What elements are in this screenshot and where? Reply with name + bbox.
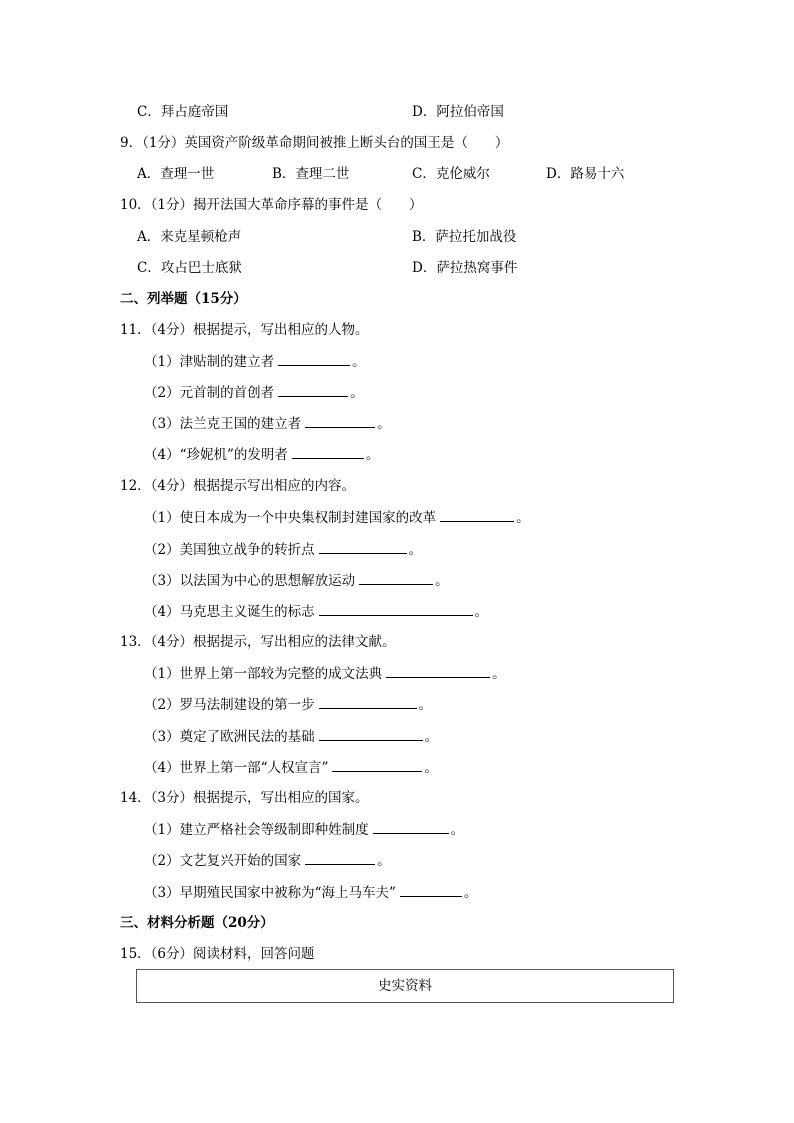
historical-material-box bbox=[136, 969, 674, 1003]
q14-item-2 bbox=[144, 850, 391, 870]
period: 。 bbox=[463, 885, 478, 901]
q10-option-d: D．萨拉热窝事件 bbox=[412, 260, 518, 276]
historical-material-title: 史实资料 bbox=[378, 978, 432, 994]
period: 。 bbox=[377, 416, 391, 432]
period: 。 bbox=[424, 729, 439, 745]
answer-blank[interactable] bbox=[400, 882, 462, 897]
q9-option-b: B．查理二世 bbox=[272, 166, 350, 182]
period: 。 bbox=[365, 447, 380, 463]
answer-blank[interactable] bbox=[292, 444, 364, 459]
period: 。 bbox=[474, 604, 489, 620]
q11-stem: 11．（4分）根据提示，写出相应的人物。 bbox=[120, 322, 369, 338]
q10-option-a: A．来克星顿枪声 bbox=[137, 229, 242, 245]
answer-blank[interactable] bbox=[278, 351, 350, 366]
answer-blank[interactable] bbox=[305, 850, 375, 865]
q12-item-1-text: （1）使日本成为一个中央集权制封建国家的改革 bbox=[144, 510, 437, 526]
period: 。 bbox=[352, 354, 366, 370]
q13-stem: 13．（4分）根据提示，写出相应的法律文献。 bbox=[120, 634, 396, 650]
answer-blank[interactable] bbox=[359, 570, 433, 585]
q13-item-3 bbox=[144, 726, 438, 746]
q13-item-1-text: （1）世界上第一部较为完整的成文法典 bbox=[144, 666, 383, 682]
q11-item-1-text: （1）津贴制的建立者 bbox=[144, 354, 275, 370]
q11-item-2 bbox=[144, 382, 364, 402]
section-3-title: 三、材料分析题（20分） bbox=[120, 915, 274, 931]
q11-item-4 bbox=[144, 444, 379, 464]
q11-item-2-text: （2）元首制的首创者 bbox=[144, 385, 275, 401]
q9-option-d: D．路易十六 bbox=[546, 166, 625, 182]
q13-item-2 bbox=[144, 694, 432, 714]
q13-item-1 bbox=[144, 663, 506, 683]
q13-item-4 bbox=[144, 757, 438, 777]
answer-blank[interactable] bbox=[386, 663, 490, 678]
q14-stem: 14．（3分）根据提示，写出相应的国家。 bbox=[120, 790, 369, 806]
q10-option-b: B．萨拉托加战役 bbox=[412, 229, 517, 245]
q11-item-3 bbox=[144, 413, 391, 433]
q11-item-3-text: （3）法兰克王国的建立者 bbox=[144, 416, 302, 432]
answer-blank[interactable] bbox=[319, 601, 473, 616]
period: 。 bbox=[450, 822, 465, 838]
q12-item-2-text: （2）美国独立战争的转折点 bbox=[144, 542, 315, 558]
answer-blank[interactable] bbox=[319, 726, 423, 741]
answer-blank[interactable] bbox=[319, 539, 407, 554]
q15-stem: 15．（6分）阅读材料，回答问题 bbox=[120, 946, 315, 962]
period: 。 bbox=[492, 666, 506, 682]
q14-item-1 bbox=[144, 819, 464, 839]
period: 。 bbox=[350, 385, 364, 401]
period: 。 bbox=[377, 853, 391, 869]
period: 。 bbox=[424, 760, 438, 776]
q12-item-1 bbox=[144, 507, 530, 527]
q9-stem: 9．（1分）英国资产阶级革命期间被推上断头台的国王是（ ） bbox=[120, 135, 509, 151]
q9-option-a: A．查理一世 bbox=[137, 166, 215, 182]
q13-item-3-text: （3）奠定了欧洲民法的基础 bbox=[144, 729, 315, 745]
period: 。 bbox=[418, 697, 433, 713]
q12-item-3-text: （3）以法国为中心的思想解放运动 bbox=[144, 573, 356, 589]
q12-item-4-text: （4）马克思主义诞生的标志 bbox=[144, 604, 315, 620]
q14-item-3-text: （3）早期殖民国家中被称为“海上马车夫” bbox=[144, 885, 396, 901]
q14-item-2-text: （2）文艺复兴开始的国家 bbox=[144, 853, 302, 869]
q12-stem: 12．（4分）根据提示写出相应的内容。 bbox=[120, 478, 356, 494]
q13-item-2-text: （2）罗马法制建设的第一步 bbox=[144, 697, 315, 713]
q14-item-3 bbox=[144, 882, 477, 902]
q12-item-3 bbox=[144, 570, 449, 590]
answer-blank[interactable] bbox=[305, 413, 375, 428]
q8-option-c: C．拜占庭帝国 bbox=[137, 104, 229, 120]
q8-option-d: D．阿拉伯帝国 bbox=[412, 104, 504, 120]
answer-blank[interactable] bbox=[332, 757, 422, 772]
q11-item-4-text: （4）“珍妮机”的发明者 bbox=[144, 447, 288, 463]
q10-option-c: C．攻占巴士底狱 bbox=[137, 260, 242, 276]
answer-blank[interactable] bbox=[278, 382, 348, 397]
answer-blank[interactable] bbox=[440, 507, 514, 522]
q11-item-1 bbox=[144, 351, 366, 371]
q12-item-4 bbox=[144, 601, 488, 621]
answer-blank[interactable] bbox=[319, 694, 417, 709]
q12-item-2 bbox=[144, 539, 422, 559]
period: 。 bbox=[408, 542, 423, 558]
q13-item-4-text: （4）世界上第一部“人权宣言” bbox=[144, 760, 329, 776]
answer-blank[interactable] bbox=[373, 819, 449, 834]
section-2-title: 二、列举题（15分） bbox=[120, 291, 247, 307]
period: 。 bbox=[516, 510, 530, 526]
period: 。 bbox=[435, 573, 449, 589]
q9-option-c: C．克伦威尔 bbox=[412, 166, 490, 182]
q10-stem: 10．（1分）揭开法国大革命序幕的事件是（ ） bbox=[120, 197, 423, 213]
q14-item-1-text: （1）建立严格社会等级制即种姓制度 bbox=[144, 822, 369, 838]
